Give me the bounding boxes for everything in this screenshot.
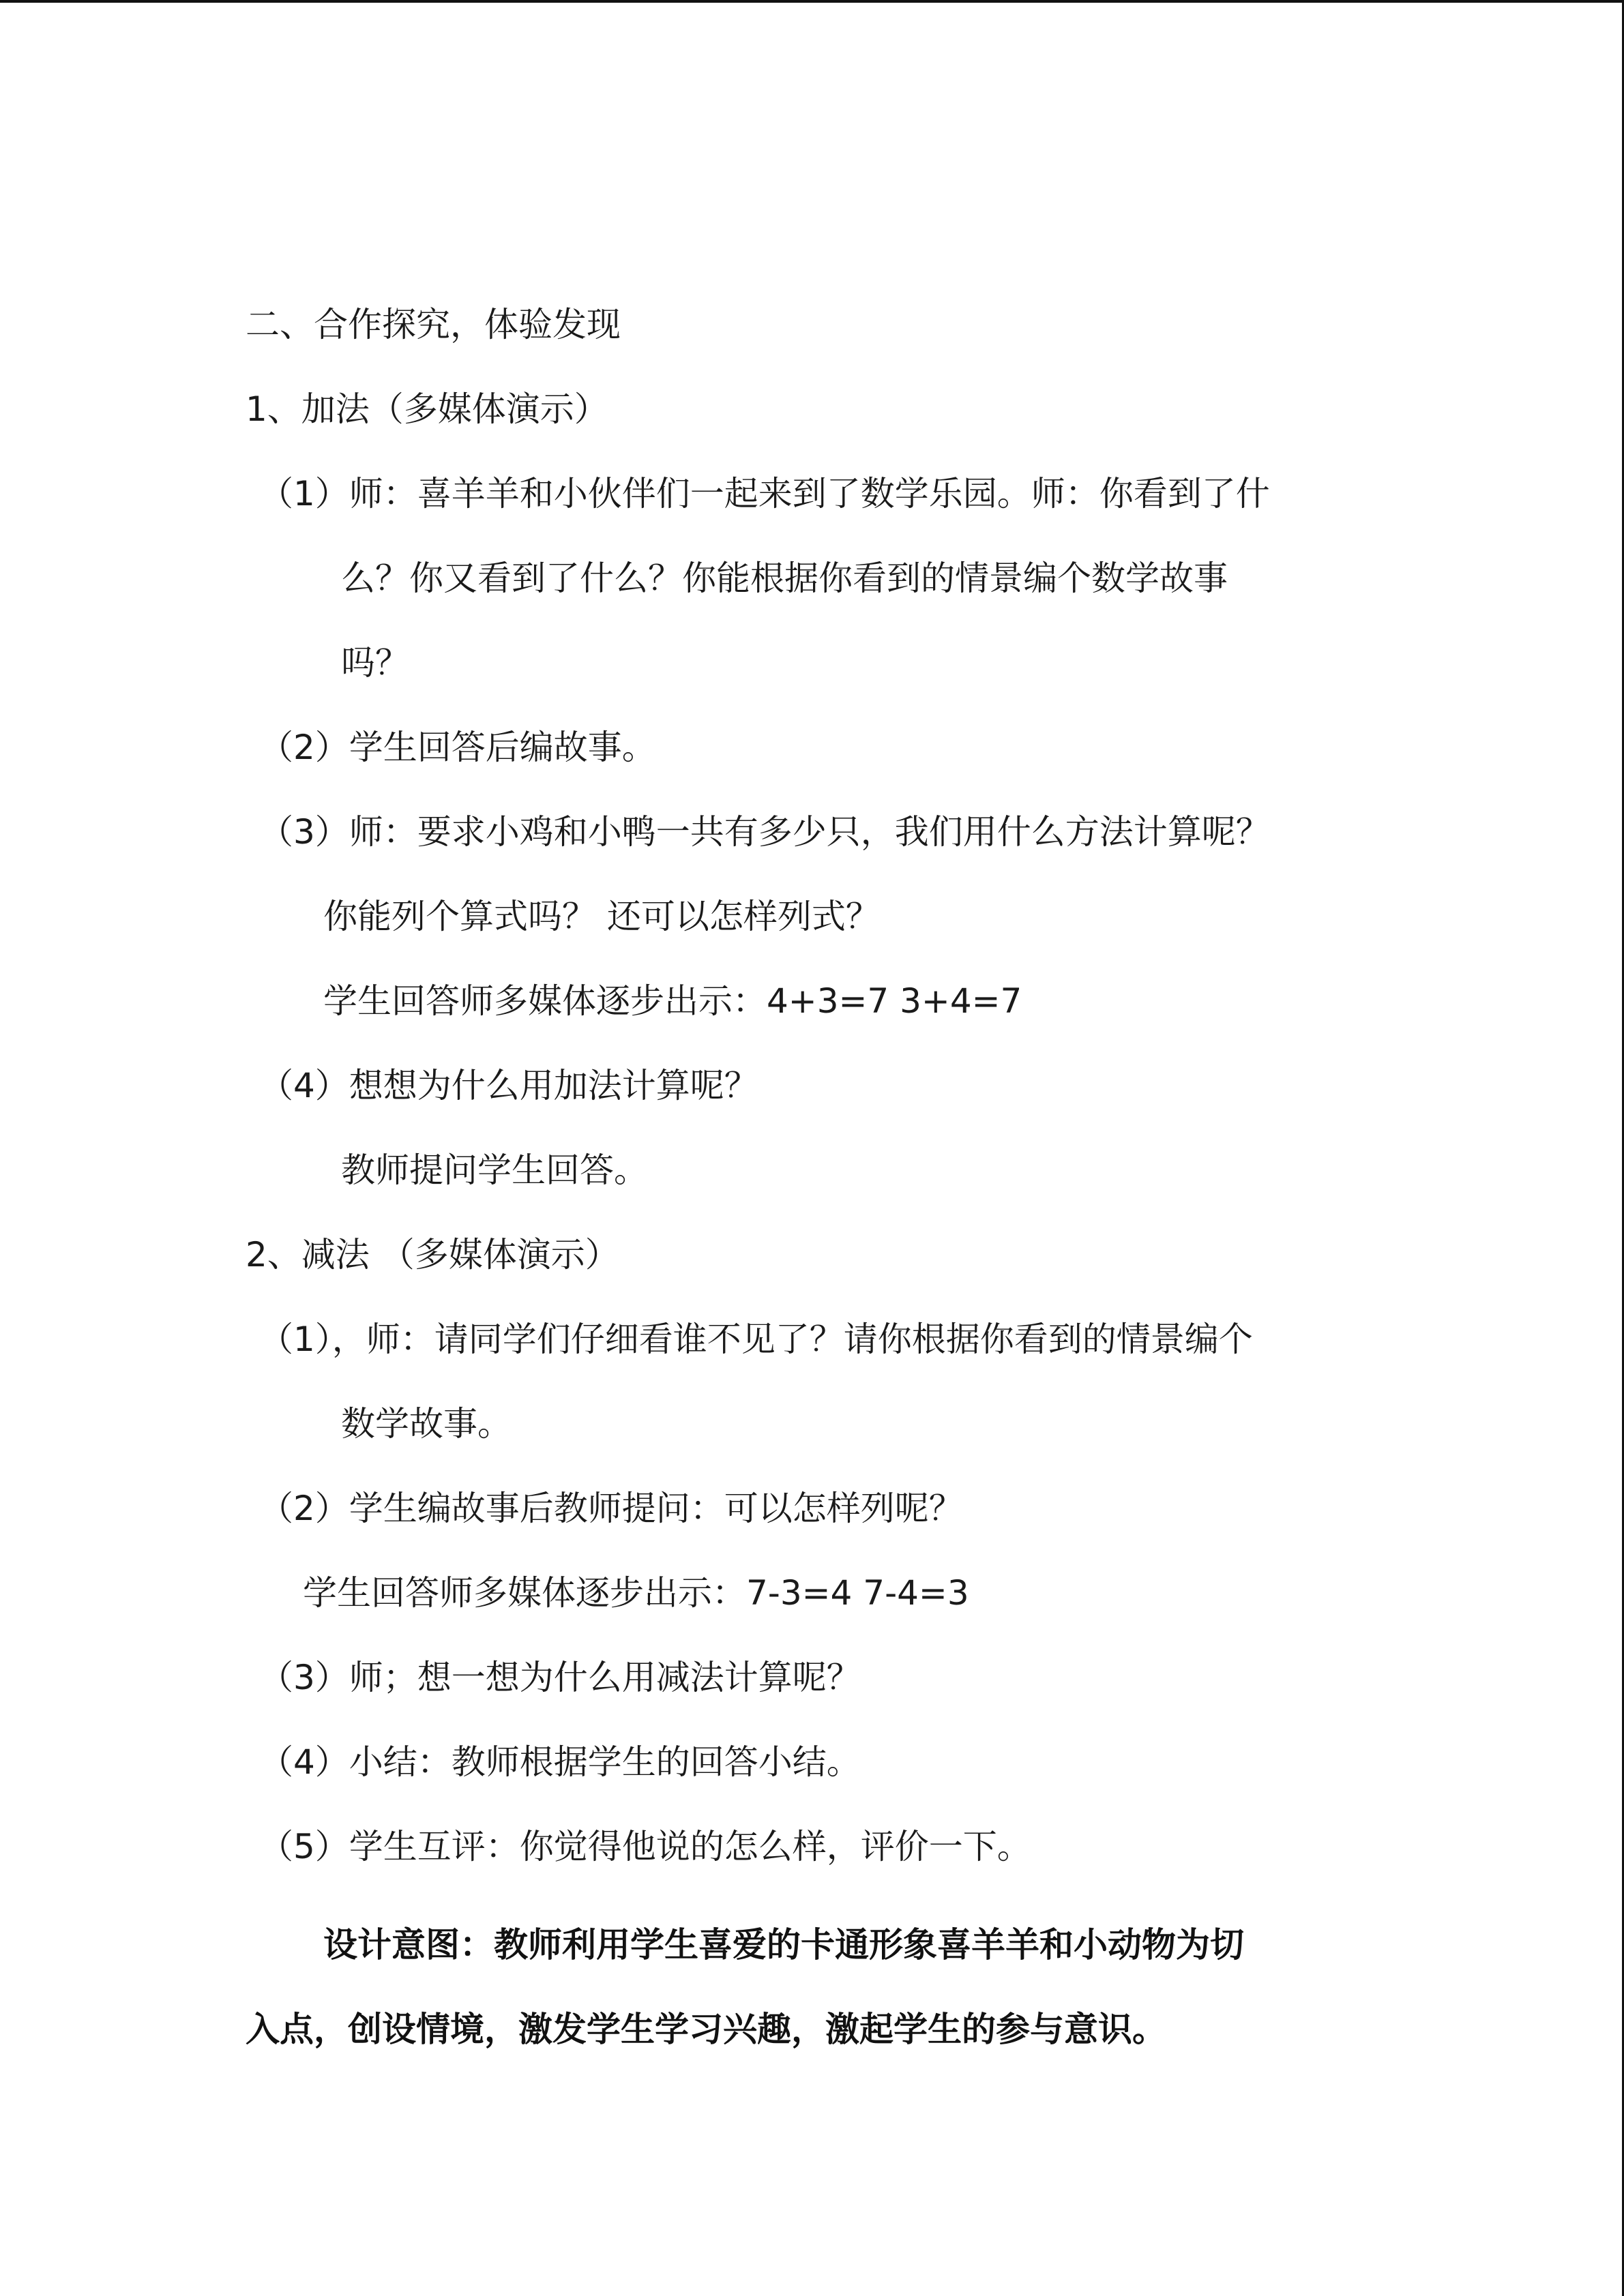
subsection-heading-subtraction: 2、减法 （多媒体演示） xyxy=(246,1235,619,1274)
paragraph-line: 学生回答师多媒体逐步出示：4+3=7 3+4=7 xyxy=(323,981,1022,1021)
subsection-heading-addition: 1、加法（多媒体演示） xyxy=(246,389,608,429)
paragraph-line: 数学故事。 xyxy=(341,1404,512,1444)
paragraph-line: （3）师：要求小鸡和小鸭一共有多少只，我们用什么方法计算呢？ xyxy=(259,812,1270,852)
paragraph-line: 你能列个算式吗？ 还可以怎样列式？ xyxy=(323,897,880,936)
paragraph-line: 学生回答师多媒体逐步出示：7-3=4 7-4=3 xyxy=(303,1573,969,1613)
paragraph-line: （4）想想为什么用加法计算呢？ xyxy=(259,1066,758,1105)
paragraph-line: 吗？ xyxy=(341,643,409,683)
paragraph-line: （2）学生编故事后教师提问：可以怎样列呢？ xyxy=(259,1489,963,1528)
section-heading: 二、合作探究，体验发现 xyxy=(246,305,621,344)
paragraph-line: 么？你又看到了什么？你能根据你看到的情景编个数学故事 xyxy=(341,558,1228,598)
top-border-line xyxy=(0,0,1624,3)
paragraph-line: （4）小结：教师根据学生的回答小结。 xyxy=(259,1742,861,1782)
design-intent-line: 设计意图：教师利用学生喜爱的卡通形象喜羊羊和小动物为切 xyxy=(323,1925,1244,1965)
paragraph-line: （2）学生回答后编故事。 xyxy=(259,728,656,767)
paragraph-line: （1）师：喜羊羊和小伙伴们一起来到了数学乐园。师：你看到了什 xyxy=(259,474,1270,513)
paragraph-line: （3）师；想一想为什么用减法计算呢？ xyxy=(259,1658,861,1697)
paragraph-line: 教师提问学生回答。 xyxy=(341,1150,648,1190)
paragraph-line: （1），师：请同学们仔细看谁不见了？请你根据你看到的情景编个 xyxy=(259,1320,1253,1359)
design-intent-line: 入点，创设情境，激发学生学习兴趣，激起学生的参与意识。 xyxy=(246,2010,1166,2049)
paragraph-line: （5）学生互评：你觉得他说的怎么样，评价一下。 xyxy=(259,1827,1031,1866)
